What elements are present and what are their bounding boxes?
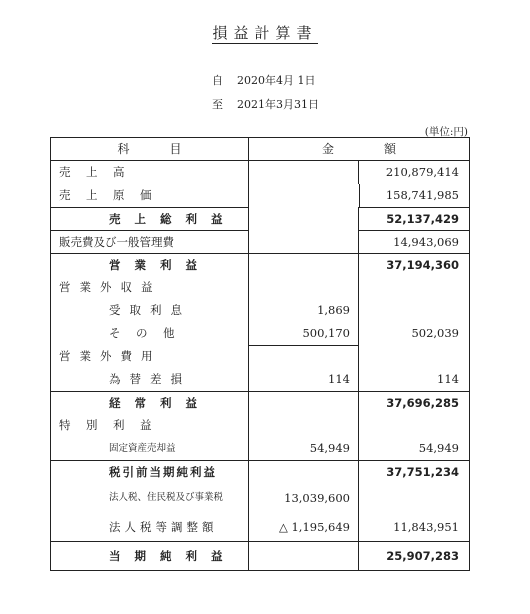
- row-label: 営業外費用: [51, 345, 249, 368]
- row-income-taxes: [51, 483, 469, 513]
- row-sub-amount: 500,170: [249, 322, 359, 345]
- period-from-date: 2020年4月 1日: [237, 74, 316, 87]
- row-gross-profit: [51, 207, 469, 230]
- row-sub-amount: [249, 460, 359, 483]
- row-total-amount: 158,741,985: [359, 184, 469, 207]
- row-total-amount: 210,879,414: [385, 165, 459, 179]
- row-total-amount: 37,194,360: [359, 253, 469, 276]
- document-title: 損益計算書: [212, 24, 318, 42]
- row-sub-amount: △ 1,195,649: [249, 513, 359, 541]
- period-from: [212, 72, 316, 88]
- period-to-prefix: 至: [212, 98, 223, 111]
- row-profit-before-tax: [51, 460, 469, 483]
- row-label: 営業外収益: [51, 276, 249, 299]
- row-label: 売 上 高: [51, 161, 249, 184]
- row-total-amount: 25,907,283: [359, 541, 469, 570]
- row-sub-amount: 54,949: [249, 437, 359, 460]
- row-label: 法人税、住民税及び事業税: [51, 483, 249, 513]
- row-non-operating-income: [51, 276, 469, 299]
- row-sub-amount: [249, 161, 359, 184]
- row-net-income: [51, 541, 469, 570]
- row-label: 受取利息: [51, 299, 249, 322]
- row-gain-on-sale-of-fixed-assets: [51, 437, 469, 460]
- row-total-amount: 37,696,285: [359, 391, 469, 414]
- row-total-amount: 114: [437, 372, 459, 386]
- row-label: 法人税等調整額: [51, 513, 249, 541]
- row-label: 売上総利益: [51, 207, 249, 230]
- row-non-operating-expenses: [51, 345, 469, 368]
- row-total-amount: 37,751,234: [359, 460, 469, 483]
- row-cost-of-sales: [51, 184, 469, 207]
- row-label: 当期純利益: [51, 541, 249, 570]
- row-fx-loss: [51, 368, 469, 391]
- row-sub-amount: [249, 184, 359, 207]
- header-item: 科目: [51, 138, 249, 160]
- row-sub-amount: [249, 541, 359, 570]
- unit-label: (単位:円): [424, 126, 468, 138]
- row-sub-amount: 13,039,600: [249, 483, 359, 513]
- row-operating-profit: [51, 253, 469, 276]
- row-label: 営業利益: [51, 253, 249, 276]
- row-total-amount: [359, 345, 469, 368]
- row-sub-amount: [249, 414, 359, 437]
- row-label: 売 上 原 価: [51, 184, 249, 207]
- row-label: 為替差損: [51, 368, 249, 391]
- row-sub-amount: [249, 391, 359, 414]
- row-label: 固定資産売却益: [51, 437, 249, 460]
- row-label: 税引前当期純利益: [51, 460, 249, 483]
- period-to-date: 2021年3月31日: [237, 98, 319, 111]
- row-sub-amount: 1,869: [249, 299, 359, 322]
- period-from-prefix: 自: [212, 74, 223, 87]
- row-label: そ の 他: [51, 322, 249, 345]
- row-ordinary-profit: [51, 391, 469, 414]
- header-amount: 金額: [321, 142, 446, 156]
- row-tax-adjustments: [51, 513, 469, 541]
- row-sub-amount: [249, 253, 359, 276]
- row-sub-amount: [249, 276, 359, 299]
- row-sub-amount: [249, 207, 359, 230]
- row-sub-amount: [249, 230, 359, 253]
- row-total-amount: 14,943,069: [359, 230, 469, 253]
- row-label: 特 別 利 益: [51, 414, 249, 437]
- row-total-amount: 502,039: [411, 326, 459, 340]
- row-interest-received: [51, 299, 469, 322]
- row-extraordinary-income: [51, 414, 469, 437]
- row-total-amount: 11,843,951: [393, 520, 459, 534]
- income-statement-table: [50, 137, 470, 571]
- row-total-amount: 54,949: [418, 441, 459, 455]
- row-total-amount: [359, 483, 469, 513]
- row-total-amount: 52,137,429: [359, 207, 469, 230]
- row-label: 経常利益: [51, 391, 249, 414]
- row-sales: [51, 161, 469, 184]
- table-header: [51, 138, 469, 161]
- row-sub-amount: 114: [249, 368, 359, 391]
- row-label: 販売費及び一般管理費: [51, 230, 249, 253]
- row-other-income: [51, 322, 469, 345]
- row-total-amount: [359, 299, 469, 322]
- row-sub-amount: [249, 345, 359, 368]
- period-to: [212, 96, 319, 112]
- row-sga: [51, 230, 469, 253]
- row-total-amount: [359, 414, 469, 437]
- row-total-amount: [359, 276, 469, 299]
